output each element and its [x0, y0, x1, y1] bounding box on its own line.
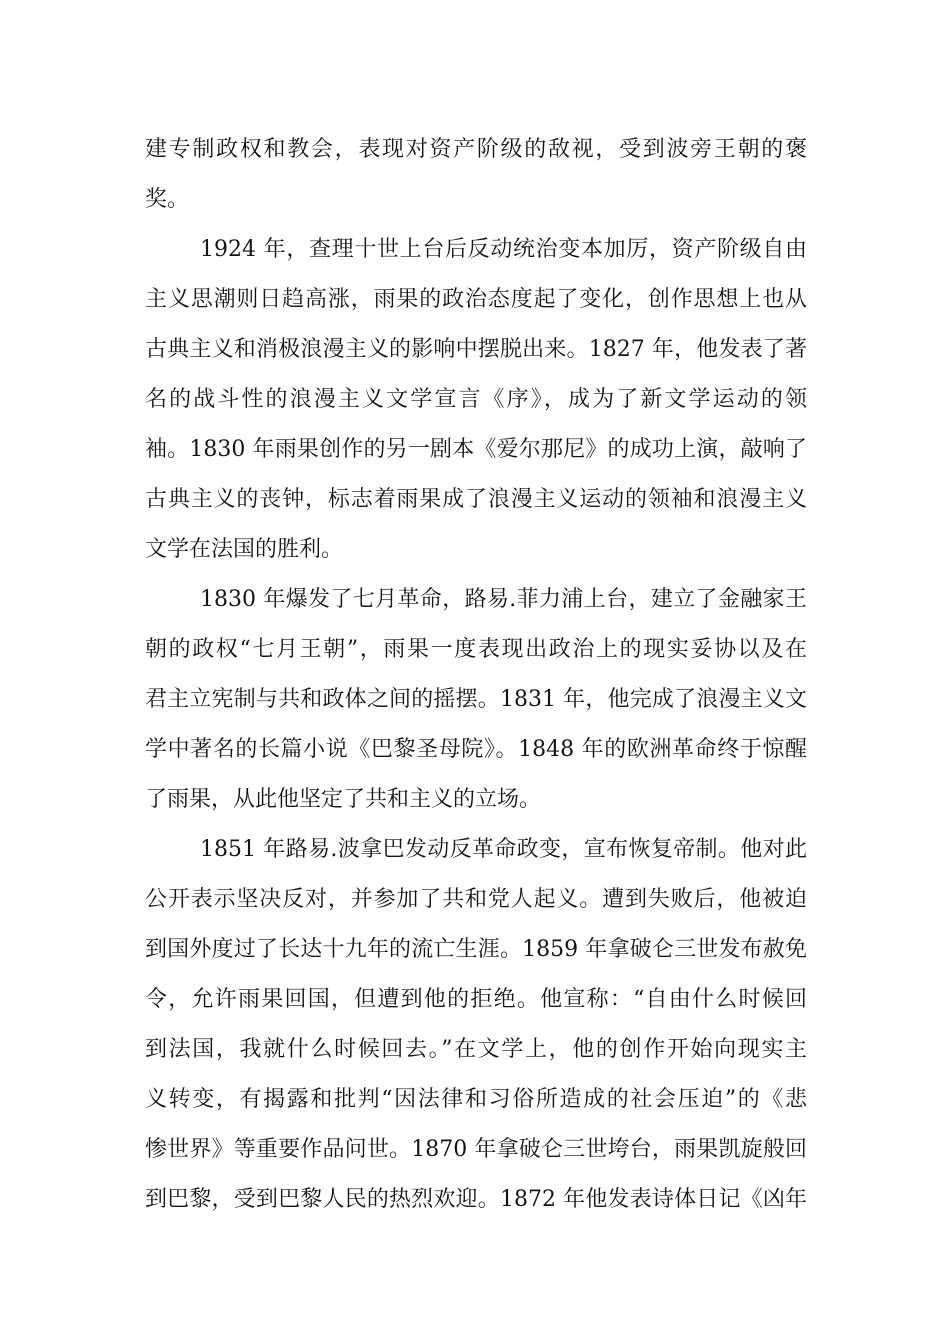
text-line: 古典主义的丧钟，标志着雨果成了浪漫主义运动的领袖和浪漫主义	[145, 487, 807, 512]
text-line: 君主立宪制与共和政体之间的摇摆。1831 年，他完成了浪漫主义文	[145, 687, 807, 712]
paragraph-first-line: 1924 年，查理十世上台后反动统治变本加厉，资产阶级自由	[200, 237, 807, 262]
text-line: 到法国，我就什么时候回去。”在文学上，他的创作开始向现实主	[145, 1037, 807, 1062]
text-line: 令，允许雨果回国，但遭到他的拒绝。他宣称：“自由什么时候回	[145, 987, 807, 1012]
text-line: 公开表示坚决反对，并参加了共和党人起义。遭到失败后，他被迫	[145, 887, 807, 912]
text-line: 义转变，有揭露和批判“因法律和习俗所造成的社会压迫”的《悲	[145, 1087, 807, 1112]
text-line: 名的战斗性的浪漫主义文学宣言《序》，成为了新文学运动的领	[145, 387, 807, 412]
text-line: 惨世界》等重要作品问世。1870 年拿破仑三世垮台，雨果凯旋般回	[145, 1137, 807, 1162]
text-line: 古典主义和消极浪漫主义的影响中摆脱出来。1827 年，他发表了著	[145, 337, 807, 362]
text-line: 朝的政权“七月王朝”，雨果一度表现出政治上的现实妥协以及在	[145, 637, 807, 662]
text-line: 到巴黎，受到巴黎人民的热烈欢迎。1872 年他发表诗体日记《凶年	[145, 1187, 807, 1212]
text-line: 袖。1830 年雨果创作的另一剧本《爱尔那尼》的成功上演，敲响了	[145, 437, 807, 462]
paragraph-first-line: 1851 年路易.波拿巴发动反革命政变，宣布恢复帝制。他对此	[200, 837, 807, 862]
text-line: 到国外度过了长达十九年的流亡生涯。1859 年拿破仑三世发布赦免	[145, 937, 807, 962]
text-line: 文学在法国的胜利。	[145, 537, 344, 562]
text-line: 学中著名的长篇小说《巴黎圣母院》。1848 年的欧洲革命终于惊醒	[145, 737, 807, 762]
text-line: 主义思潮则日趋高涨，雨果的政治态度起了变化，创作思想上也从	[145, 287, 807, 312]
text-line: 了雨果，从此他坚定了共和主义的立场。	[145, 787, 542, 812]
paragraph-first-line: 1830 年爆发了七月革命，路易.菲力浦上台，建立了金融家王	[200, 587, 807, 612]
text-line: 奖。	[145, 187, 190, 212]
text-line: 建专制政权和教会，表现对资产阶级的敌视，受到波旁王朝的褒	[145, 137, 807, 162]
